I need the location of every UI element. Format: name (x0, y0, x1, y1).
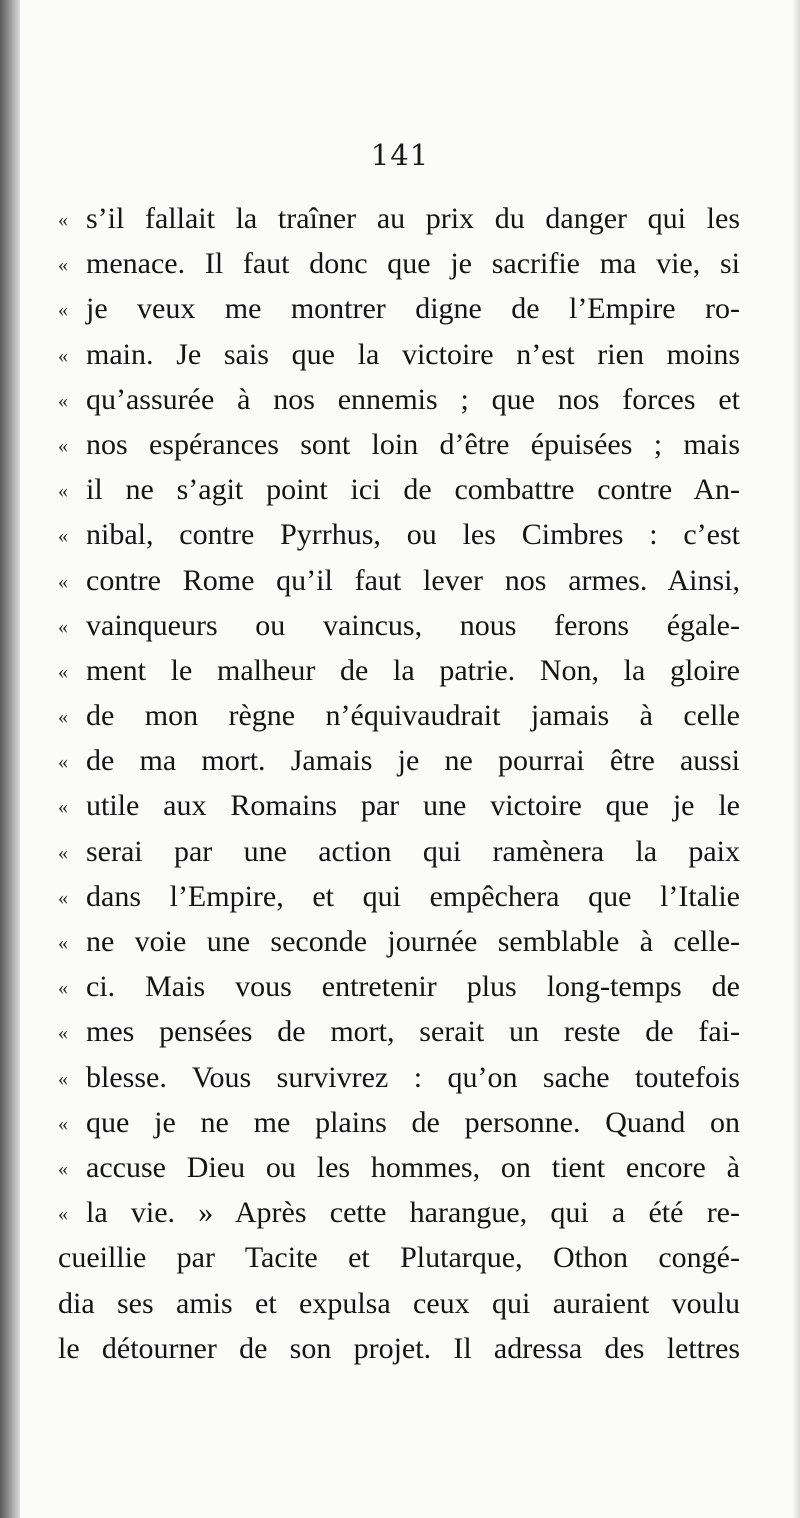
text-line (58, 512, 740, 557)
line-text: ne voie une seconde journée semblable à celle- (86, 925, 740, 958)
quote-mark: « (58, 1112, 68, 1135)
text-line (58, 1190, 740, 1235)
text-line (58, 332, 740, 377)
text-line (58, 1145, 740, 1190)
text-line (58, 964, 740, 1009)
quote-mark: « (58, 1022, 68, 1045)
text-line (58, 603, 740, 648)
line-text: serai par une action qui ramènera la paix (86, 834, 740, 868)
line-text: que je ne me plains de personne. Quand on (86, 1105, 740, 1139)
line-text: nibal, contre Pyrrhus, ou les Cimbres : c’est (86, 518, 740, 552)
line-text: cueillie par Tacite et Plutarque, Othon congé- (58, 1241, 740, 1275)
text-line (58, 1100, 740, 1145)
text-line (58, 558, 740, 603)
body-text (58, 196, 740, 1371)
quote-mark: « (58, 932, 68, 954)
line-text: blesse. Vous survivrez : qu’on sache toutefois (86, 1060, 740, 1094)
quote-mark: « (58, 796, 68, 819)
page-number: 141 (370, 138, 430, 172)
line-text: ment le malheur de la patrie. Non, la gloire (86, 653, 740, 687)
page-edge (792, 0, 800, 1518)
quote-mark: « (58, 525, 68, 548)
line-text: qu’assurée à nos ennemis ; que nos forces et (86, 382, 740, 416)
quote-mark: « (58, 480, 68, 503)
text-line (58, 1281, 740, 1326)
page-binding-shadow (0, 0, 20, 1518)
quote-mark: « (58, 977, 68, 1000)
line-text: dans l’Empire, et qui empêchera que l’Italie (86, 879, 740, 913)
line-text: le détourner de son projet. Il adressa des lettres (58, 1331, 740, 1365)
text-line (58, 467, 740, 512)
quote-mark: « (58, 751, 68, 774)
quote-mark: « (58, 615, 68, 638)
quote-mark: « (58, 660, 68, 683)
line-text: il ne s’agit point ici de combattre contre An- (86, 473, 740, 507)
text-line (58, 783, 740, 828)
line-text: utile aux Romains par une victoire que je le (86, 789, 740, 823)
line-text: menace. Il faut donc que je sacrifie ma vie, si (86, 247, 740, 281)
text-line (58, 196, 740, 241)
line-text: contre Rome qu’il faut lever nos armes. Ainsi, (86, 563, 740, 597)
text-line (58, 241, 740, 286)
quote-mark: « (58, 299, 68, 322)
quote-mark: « (58, 344, 68, 367)
line-text: de ma mort. Jamais je ne pourrai être aussi (86, 744, 740, 778)
text-line (58, 648, 740, 693)
line-text: je veux me montrer digne de l’Empire ro- (86, 292, 740, 326)
line-text: ci. Mais vous entretenir plus long-temps de (86, 970, 740, 1004)
quote-mark: « (58, 254, 68, 277)
quote-mark: « (58, 1157, 68, 1180)
line-text: nos espérances sont loin d’être épuisées ; mais (86, 427, 740, 461)
quote-mark: « (58, 434, 68, 457)
text-line (58, 1055, 740, 1100)
line-text: la vie. » Après cette harangue, qui a été re- (86, 1196, 740, 1230)
text-line (58, 1235, 740, 1280)
line-text: vainqueurs ou vaincus, nous ferons égale- (86, 608, 740, 642)
line-text: s’il fallait la traîner au prix du danger qui les (86, 202, 740, 235)
text-line (58, 377, 740, 422)
quote-mark: « (58, 209, 68, 231)
text-line (58, 829, 740, 874)
quote-mark: « (58, 570, 68, 593)
quote-mark: « (58, 1067, 68, 1090)
text-line (58, 693, 740, 738)
quote-mark: « (58, 886, 68, 909)
text-line (58, 1009, 740, 1054)
text-line (58, 422, 740, 467)
quote-mark: « (58, 706, 68, 729)
line-text: dia ses amis et expulsa ceux qui auraient voulu (58, 1286, 740, 1320)
text-line (58, 738, 740, 783)
line-text: accuse Dieu ou les hommes, on tient encore à (86, 1150, 740, 1184)
text-line (58, 1326, 740, 1371)
line-text: mes pensées de mort, serait un reste de fai- (86, 1015, 740, 1049)
line-text: de mon règne n’équivaudrait jamais à celle (86, 699, 740, 733)
text-line (58, 874, 740, 919)
text-line (58, 286, 740, 331)
text-line (58, 919, 740, 964)
quote-mark: « (58, 1203, 68, 1226)
quote-mark: « (58, 841, 68, 864)
quote-mark: « (58, 389, 68, 412)
line-text: main. Je sais que la victoire n’est rien moins (86, 337, 740, 371)
